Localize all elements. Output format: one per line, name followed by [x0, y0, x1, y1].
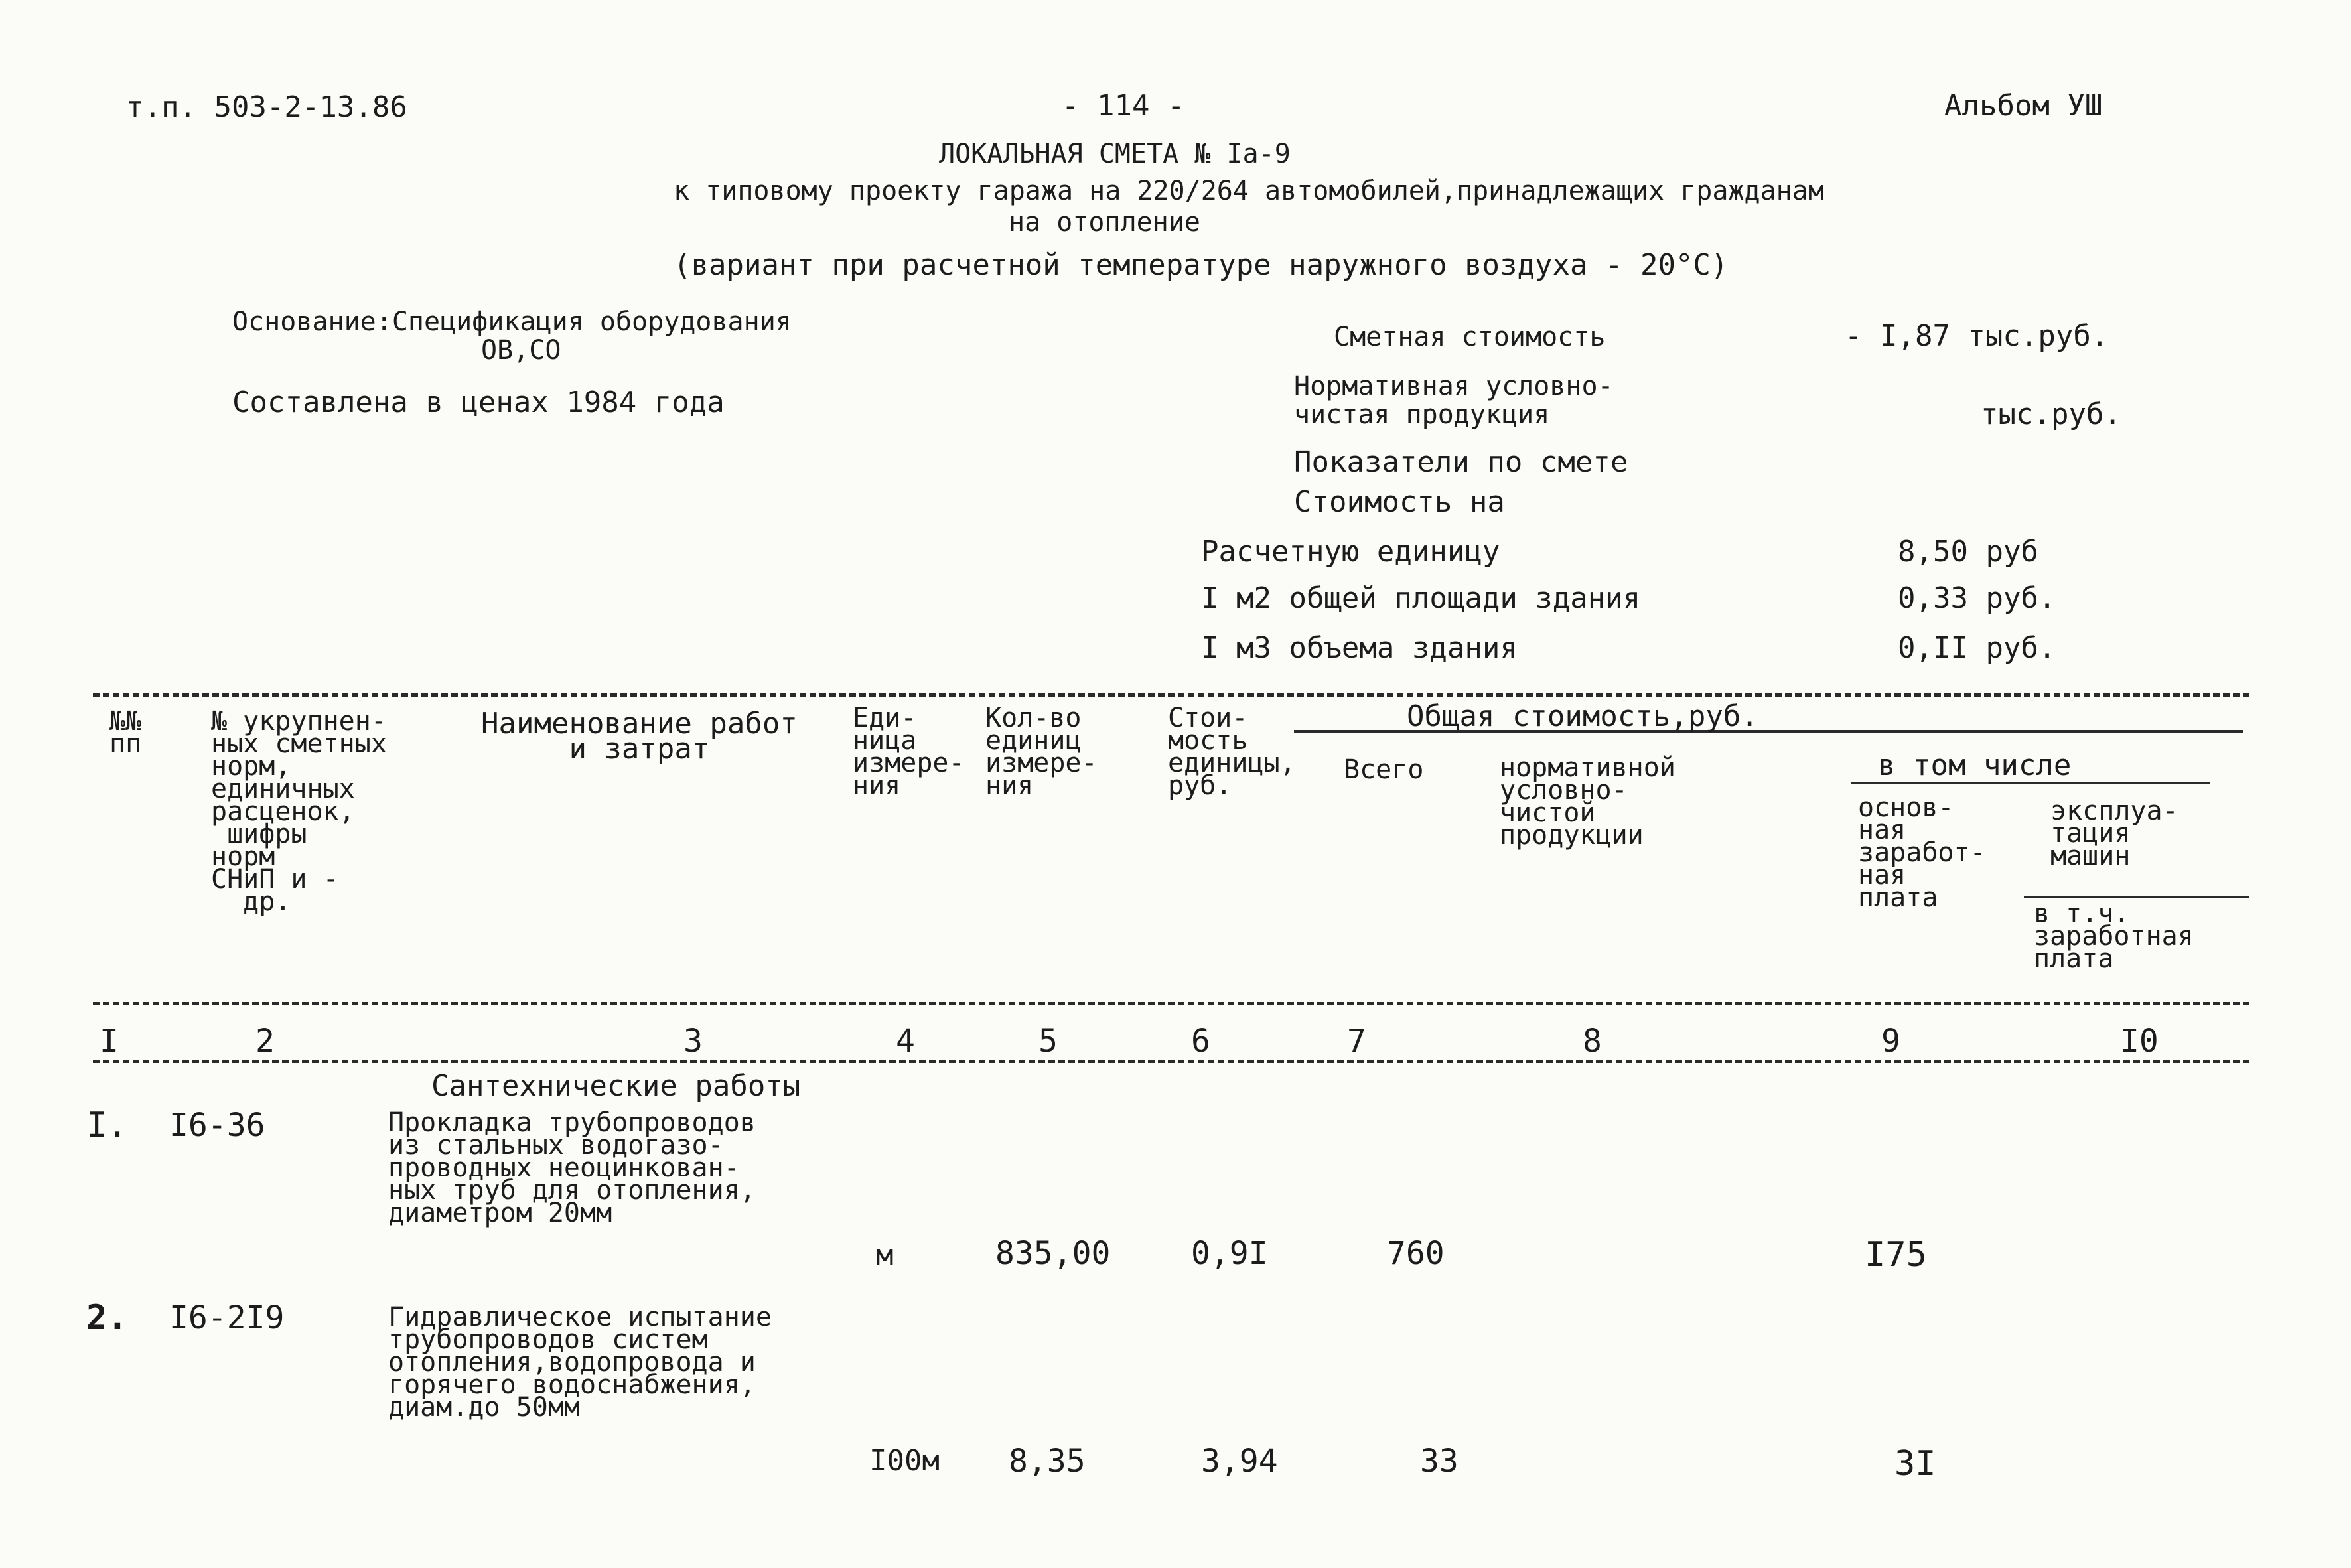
estimate-subject: на отопление	[1009, 207, 1200, 238]
header-bottom-rule	[93, 1002, 2249, 1005]
colnum-5: 5	[1038, 1023, 1058, 1060]
row-2-name: Гидравлическое испытание трубопроводов систем отопления,водопровода и горячего водоснабжения, диам.до 50мм	[388, 1302, 772, 1423]
col-header-name: Наименование работ и затрат	[481, 707, 798, 766]
col-header-wages: основ- ная заработ- ная плата	[1858, 792, 1986, 913]
estimate-title: ЛОКАЛЬНАЯ СМЕТА № Iа-9	[939, 139, 1291, 169]
col-header-unit: Еди- ница измере- ния	[853, 703, 965, 801]
row-2-total: 33	[1420, 1443, 1459, 1480]
row-2-code: I6-2I9	[169, 1299, 285, 1336]
colnum-3: 3	[683, 1023, 703, 1060]
col-header-unit-cost: Стои- мость единицы, руб.	[1168, 703, 1296, 801]
project-code: т.п. 503-2-13.86	[126, 90, 407, 124]
prices-basis: Составлена в ценах 1984 года	[232, 386, 725, 419]
colnum-7: 7	[1347, 1023, 1366, 1060]
row-1-num: I.	[86, 1105, 128, 1145]
row-2-num: 2.	[86, 1298, 128, 1338]
net-product-label-1: Нормативная условно-	[1294, 371, 1614, 401]
album-label: Альбом УШ	[1944, 89, 2103, 123]
net-product-value: тыс.руб.	[1981, 397, 2121, 431]
col-header-machine-wages: в т.ч. заработная плата	[2034, 898, 2194, 974]
cost-per-label: Стоимость на	[1294, 485, 1505, 519]
col-header-incl-group: в том числе	[1878, 748, 2072, 782]
per-unit-value: 8,50 руб	[1898, 535, 2038, 569]
col-header-num: №№ пп	[109, 706, 142, 759]
col-header-total: Всего	[1344, 754, 1424, 785]
estimated-cost-label: Сметная стоимость	[1334, 322, 1606, 352]
estimated-cost-value: - I,87 тыс.руб.	[1845, 319, 2109, 353]
row-1-qty: 835,00	[995, 1235, 1111, 1272]
colnum-2: 2	[255, 1023, 275, 1060]
colnum-1: I	[100, 1023, 119, 1060]
section-title: Сантехнические работы	[431, 1069, 801, 1103]
col-header-total-group: Общая стоимость,руб.	[1407, 699, 1758, 733]
row-2-qty: 8,35	[1009, 1443, 1086, 1480]
row-2-unit: I00м	[869, 1444, 940, 1478]
per-unit-label: Расчетную единицу	[1201, 535, 1500, 569]
row-1-unit-cost: 0,9I	[1191, 1235, 1268, 1272]
indicators-label: Показатели по смете	[1294, 445, 1628, 479]
table-top-rule	[93, 693, 2249, 697]
colnum-10: I0	[2120, 1023, 2159, 1060]
basis-label: Основание:Спецификация оборудования	[232, 307, 792, 337]
row-1-name: Прокладка трубопроводов из стальных водогазо- проводных неоцинкован- ных труб для отопления, диаметром 20мм	[388, 1107, 756, 1228]
per-m3-value: 0,II руб.	[1898, 631, 2056, 665]
row-2-wages: 3I	[1894, 1444, 1936, 1484]
colnum-bottom-rule	[93, 1060, 2249, 1063]
estimate-variant: (вариант при расчетной температуре наружного воздуха - 20°С)	[674, 248, 1729, 282]
per-m3-label: I м3 объема здания	[1201, 631, 1518, 665]
col-header-machines: эксплуа- тация машин	[2050, 796, 2178, 871]
col-header-qty: Кол-во единиц измере- ния	[985, 703, 1098, 801]
colnum-9: 9	[1881, 1023, 1900, 1060]
row-1-wages: I75	[1865, 1235, 1927, 1275]
per-m2-label: I м2 общей площади здания	[1201, 581, 1641, 615]
colnum-6: 6	[1191, 1023, 1210, 1060]
row-1-unit: м	[876, 1238, 894, 1272]
basis-sub: ОВ,СО	[481, 335, 561, 366]
row-2-unit-cost: 3,94	[1201, 1443, 1278, 1480]
colnum-4: 4	[896, 1023, 915, 1060]
page-number: - 114 -	[1062, 89, 1185, 123]
row-1-total: 760	[1387, 1235, 1445, 1272]
col-header-net-product: нормативной условно- чистой продукции	[1500, 752, 1675, 851]
net-product-label-2: чистая продукция	[1294, 399, 1550, 430]
col-header-code: № укрупнен- ных сметных норм, единичных расценок, шифры норм СНиП и - др.	[211, 706, 387, 917]
estimate-subtitle: к типовому проекту гаража на 220/264 автомобилей,принадлежащих гражданам	[674, 176, 1824, 206]
per-m2-value: 0,33 руб.	[1898, 581, 2056, 615]
row-1-code: I6-36	[169, 1107, 265, 1144]
colnum-8: 8	[1583, 1023, 1602, 1060]
